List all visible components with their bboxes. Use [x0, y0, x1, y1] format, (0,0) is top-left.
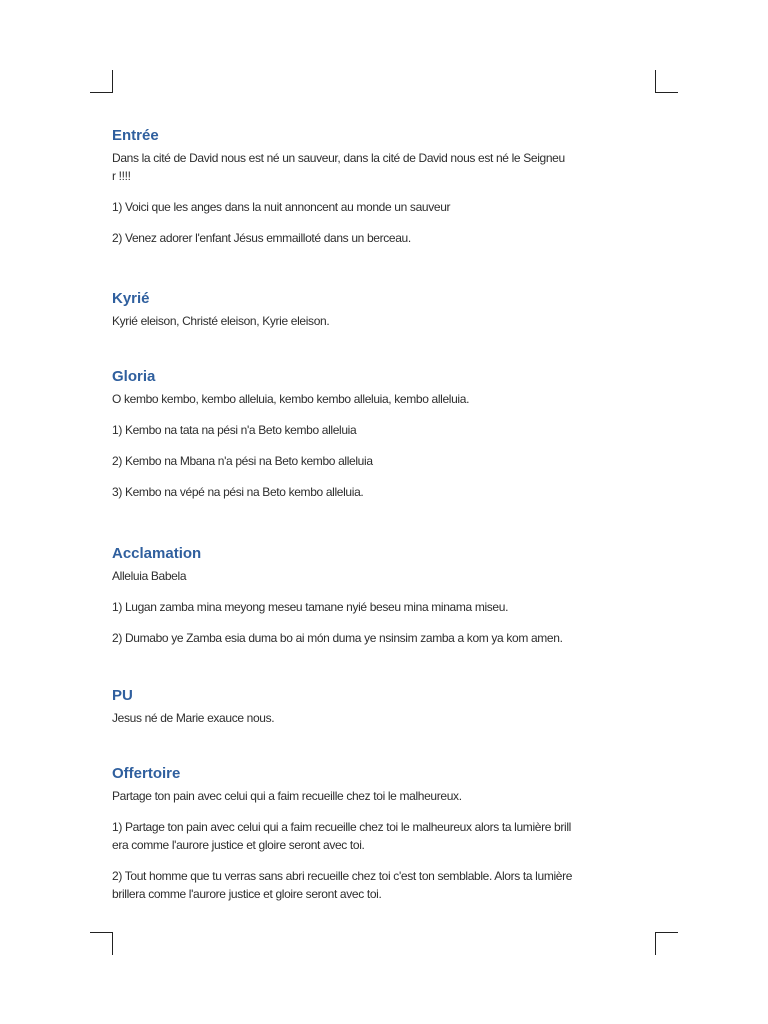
text-line: Dans la cité de David nous est né un sauveur, dans la cité de David nous est né le Seigneu — [112, 151, 565, 165]
text-line: r !!!! — [112, 169, 131, 183]
text-line: era comme l'aurore justice et gloire seront avec toi. — [112, 838, 365, 852]
text-line: O kembo kembo, kembo alleluia, kembo kembo alleluia, kembo alleluia. — [112, 392, 470, 406]
section-heading: Kyrié — [112, 290, 150, 307]
text-line: 1) Partage ton pain avec celui qui a faim recueille chez toi le malheureux alors ta lumière brill — [112, 820, 571, 834]
section-heading: Offertoire — [112, 765, 181, 782]
text-line: 2) Tout homme que tu verras sans abri recueille chez toi c'est ton semblable. Alors ta lumière — [112, 869, 573, 883]
text-line: 2) Kembo na Mbana n'a pési na Beto kembo alleluia — [112, 454, 373, 468]
section-heading: Entrée — [112, 127, 159, 144]
section-acclamation — [112, 545, 672, 647]
section-kyrie — [112, 290, 672, 330]
section-gloria — [112, 368, 672, 501]
text-line: Partage ton pain avec celui qui a faim recueille chez toi le malheureux. — [112, 789, 462, 803]
section-offertoire — [112, 765, 672, 903]
text-line: Alleluia Babela — [112, 569, 187, 583]
text-line: 1) Voici que les anges dans la nuit annoncent au monde un sauveur — [112, 200, 451, 214]
text-line: 3) Kembo na vépé na pési na Beto kembo alleluia. — [112, 485, 364, 499]
text-line: Kyrié eleison, Christé eleison, Kyrie eleison. — [112, 314, 330, 328]
text-line: 2) Dumabo ye Zamba esia duma bo ai món duma ye nsinsim zamba a kom ya kom amen. — [112, 631, 563, 645]
section-heading: PU — [112, 687, 133, 704]
text-line: 1) Kembo na tata na pési n'a Beto kembo alleluia — [112, 423, 357, 437]
crop-mark-bottom-right — [655, 932, 678, 955]
section-heading: Gloria — [112, 368, 156, 385]
crop-mark-top-right — [655, 70, 678, 93]
text-line: 1) Lugan zamba mina meyong meseu tamane nyié beseu mina minama miseu. — [112, 600, 509, 614]
text-line: Jesus né de Marie exauce nous. — [112, 711, 275, 725]
section-pu — [112, 687, 672, 727]
crop-mark-top-left — [90, 70, 113, 93]
crop-mark-bottom-left — [90, 932, 113, 955]
section-heading: Acclamation — [112, 545, 202, 562]
text-line: 2) Venez adorer l'enfant Jésus emmailloté dans un berceau. — [112, 231, 411, 245]
section-entree — [112, 127, 672, 247]
text-line: brillera comme l'aurore justice et gloire seront avec toi. — [112, 887, 382, 901]
